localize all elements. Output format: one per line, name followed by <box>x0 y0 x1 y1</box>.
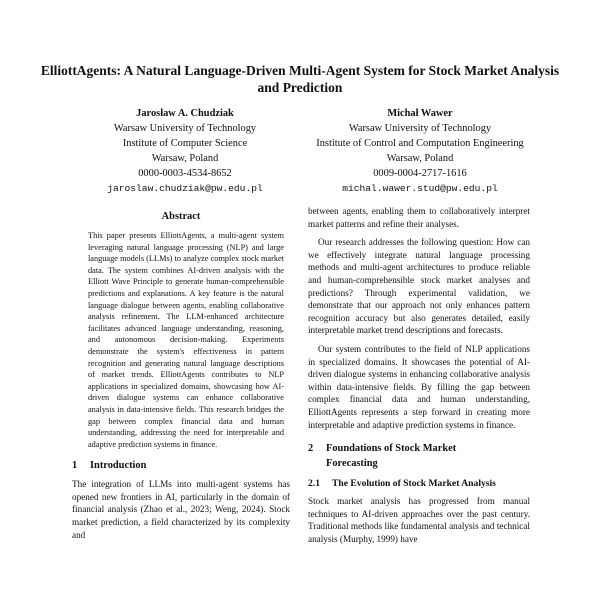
section-title-line2: Forecasting <box>326 458 378 470</box>
author-orcid: 0009-0004-2717-1616 <box>373 168 467 179</box>
subsection-paragraph: Stock market analysis has progressed from manual techniques to AI-driven approaches over the past century. Traditional methods like fundamental analysis and technical analysis (Murphy, 1999) have <box>308 496 530 544</box>
author-department: Institute of Control and Computation Engineering <box>316 138 524 149</box>
introduction-paragraph: The integration of LLMs into multi-agent systems has opened new frontiers in AI, particularly in the domain of financial analysis (Zhao et al., 2023; Weng, 2024). Stock market prediction, a field characterized by its complexity and <box>72 479 290 540</box>
section-title: Introduction <box>90 460 147 472</box>
subsection-number: 2.1 <box>308 478 320 490</box>
section-number: 1 <box>72 460 78 472</box>
author-affiliation: Warsaw University of Technology <box>348 123 492 134</box>
author-orcid: 0000-0003-4534-8652 <box>138 168 232 179</box>
right-column <box>308 205 530 545</box>
paper-title: ElliottAgents: A Natural Language-Driven Multi-Agent System for Stock Market Analysis and Prediction <box>40 63 560 95</box>
body-paragraph: Our research addresses the following question: How can we effectively integrate natural language processing methods and multi-agent architectures to produce reliable and human-comprehensible stock market analyses and predictions? Through experimental validation, we demonstrate that our approach not only enhances pattern recognition accuracy but also generates detailed, easily interpretable market trend descriptions and forecasts. <box>308 237 530 336</box>
section-title-line1: Foundations of Stock Market <box>326 443 457 455</box>
subsection-title: The Evolution of Stock Market Analysis <box>332 478 496 490</box>
author-block-1 <box>60 106 310 196</box>
section-number: 2 <box>308 443 314 455</box>
author-name: Jarosław A. Chudziak <box>136 108 234 119</box>
section-heading-foundations <box>308 441 530 471</box>
author-location: Warsaw, Poland <box>151 153 219 164</box>
author-email: michal.wawer.stud@pw.edu.pl <box>342 183 498 194</box>
abstract-text: This paper presents ElliottAgents, a multi-agent system leveraging natural language processing (NLP) and large language models (LLMs) to analyze complex stock market data. The system combines AI-driven analysis with the Elliott Wave Principle to generate human-comprehensible predictions and explanations. A key feature is the natural language dialogue between agents, enabling collaborative analysis refinement. The LLM-enhanced architecture facilitates advanced language understanding, reasoning, and autonomous decision-making. Experiments demonstrate the system's effectiveness in pattern recognition and generating natural language descriptions of market trends. ElliottAgents contributes to NLP applications in specialized domains, showcasing how AI-driven dialogue systems can enhance collaborative analysis in data-intensive fields. This research bridges the gap between complex financial data and human understanding, addressing the need for interpretable and adaptive prediction systems in finance. <box>88 231 284 449</box>
body-paragraph: Our system contributes to the field of NLP applications in specialized domains. It showcases the potential of AI-driven dialogue systems in enhancing collaborative analysis within data-intensive fields. By filling the gap between complex financial data and human understanding, ElliottAgents represents a step forward in creating more interpretable and adaptive prediction systems in finance. <box>308 343 530 430</box>
left-column <box>72 205 290 541</box>
author-block-2 <box>285 106 555 196</box>
section-heading-introduction <box>72 460 290 471</box>
abstract-heading: Abstract <box>161 211 201 222</box>
body-paragraph: between agents, enabling them to collaboratively interpret market patterns and refine their analyses. <box>308 206 530 229</box>
author-affiliation: Warsaw University of Technology <box>113 123 257 134</box>
author-email: jaroslaw.chudziak@pw.edu.pl <box>107 183 263 194</box>
author-name: Michał Wawer <box>387 108 453 119</box>
subsection-heading <box>308 478 530 489</box>
author-location: Warsaw, Poland <box>386 153 454 164</box>
author-department: Institute of Computer Science <box>122 138 248 149</box>
